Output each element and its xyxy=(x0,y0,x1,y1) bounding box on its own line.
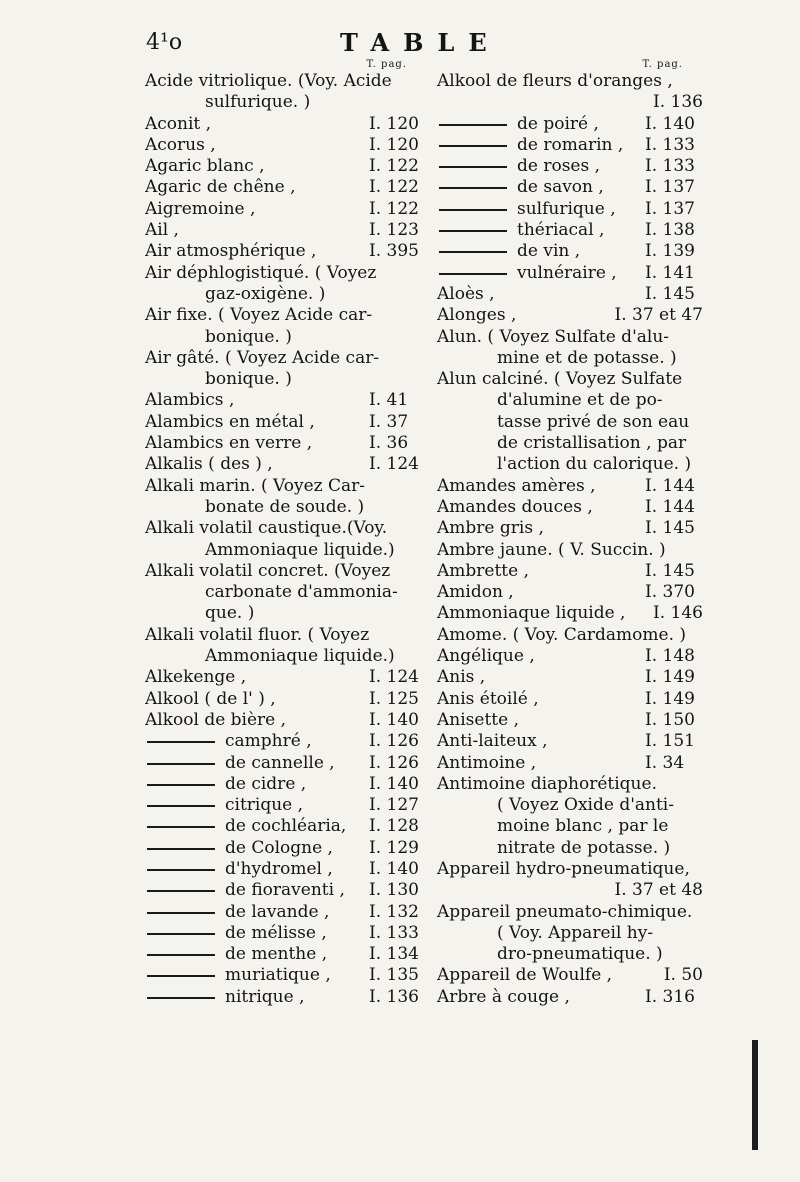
index-entry xyxy=(145,220,427,241)
entry-page-ref: I. 134 xyxy=(369,944,419,965)
entry-page-ref: I. 124 xyxy=(369,667,419,688)
index-entry xyxy=(145,625,427,668)
entry-page-ref: I. 149 xyxy=(645,667,695,688)
entry-page-ref: I. 137 xyxy=(645,177,695,198)
index-entry xyxy=(437,199,703,220)
ditto-dash xyxy=(147,805,215,807)
index-entry xyxy=(437,156,703,177)
running-title: TABLE xyxy=(340,28,501,57)
index-entry xyxy=(145,390,427,411)
entry-term: Ambre gris , xyxy=(437,518,544,539)
index-entry xyxy=(145,348,427,391)
entry-term: de savon , xyxy=(517,177,604,198)
index-entry xyxy=(437,603,703,624)
index-entry xyxy=(437,987,703,1008)
column-header: T. pag. xyxy=(366,59,407,70)
entry-page-ref: I. 50 xyxy=(663,965,703,986)
entry-continuation: bonique. ) xyxy=(205,326,292,347)
entry-page-ref: I. 140 xyxy=(645,113,695,134)
index-entry xyxy=(437,369,703,475)
page-number: 4¹o xyxy=(146,30,183,55)
ditto-dash xyxy=(147,869,215,871)
ditto-dash xyxy=(147,848,215,850)
index-entry xyxy=(437,902,703,966)
entry-term: Agaric de chêne , xyxy=(145,177,296,198)
entry-continuation: nitrate de potasse. ) xyxy=(497,837,671,858)
entry-term: Alkali volatil caustique.(Voy. xyxy=(145,518,388,539)
entry-term: citrique , xyxy=(225,795,304,816)
index-entry xyxy=(145,838,427,859)
entry-term: Ail , xyxy=(145,220,179,241)
entry-term: Arbre à couge , xyxy=(437,986,570,1007)
index-entry xyxy=(145,71,427,114)
entry-term: Appareil de Woulfe , xyxy=(437,965,613,986)
entry-term: Alkool de bière , xyxy=(145,709,287,730)
index-entry xyxy=(145,880,427,901)
index-list-left xyxy=(145,71,427,1008)
entry-term: Amandes douces , xyxy=(437,496,593,517)
entry-term: Ammoniaque liquide , xyxy=(437,603,626,624)
entry-term: Amidon , xyxy=(437,582,514,603)
entry-term: Air atmosphérique , xyxy=(145,241,317,262)
entry-page-ref: I. 316 xyxy=(645,986,695,1007)
entry-term: de romarin , xyxy=(517,134,624,155)
entry-page-ref: I. 135 xyxy=(369,965,419,986)
entry-page-ref: I. 148 xyxy=(645,646,695,667)
entry-continuation: I. 37 et 48 xyxy=(614,880,703,901)
entry-page-ref: I. 122 xyxy=(369,156,419,177)
ditto-dash xyxy=(439,230,507,232)
index-entry xyxy=(437,135,703,156)
ditto-dash xyxy=(147,997,215,999)
entry-page-ref: I. 370 xyxy=(645,582,695,603)
entry-term: Alkalis ( des ) , xyxy=(145,454,273,475)
entry-page-ref: I. 36 xyxy=(369,433,409,454)
entry-continuation: Ammoniaque liquide.) xyxy=(205,646,395,667)
entry-term: de cochléaria, xyxy=(225,816,347,837)
entry-page-ref: I. 146 xyxy=(653,603,703,624)
entry-term: d'hydromel , xyxy=(225,858,333,879)
entry-term: de Cologne , xyxy=(225,837,333,858)
ditto-dash xyxy=(147,784,215,786)
entry-continuation: bonate de soude. ) xyxy=(205,496,365,517)
entry-continuation: carbonate d'ammonia- xyxy=(205,582,398,603)
index-entry xyxy=(437,625,703,646)
index-entry xyxy=(437,582,703,603)
index-entry xyxy=(437,965,703,986)
entry-page-ref: I. 120 xyxy=(369,113,419,134)
entry-page-ref: I. 139 xyxy=(645,241,695,262)
entry-page-ref: I. 122 xyxy=(369,198,419,219)
entry-page-ref: I. 127 xyxy=(369,795,419,816)
index-entry xyxy=(437,859,703,902)
entry-term: Alun. ( Voyez Sulfate d'alu- xyxy=(437,326,670,347)
entry-page-ref: I. 144 xyxy=(645,496,695,517)
entry-term: Alkali marin. ( Voyez Car- xyxy=(145,475,366,496)
index-entry xyxy=(145,114,427,135)
ditto-dash xyxy=(439,251,507,253)
entry-term: de lavande , xyxy=(225,901,330,922)
entry-continuation: de cristallisation , par xyxy=(497,433,687,454)
entry-page-ref: I. 133 xyxy=(645,134,695,155)
entry-continuation: mine et de potasse. ) xyxy=(497,347,677,368)
ditto-dash xyxy=(439,209,507,211)
entry-term: Alkool de fleurs d'oranges , xyxy=(437,71,673,91)
entry-term: Angélique , xyxy=(437,646,535,667)
ditto-dash xyxy=(147,763,215,765)
index-entry xyxy=(145,454,427,475)
right-column xyxy=(437,58,703,1008)
index-entry xyxy=(145,433,427,454)
entry-term: vulnéraire , xyxy=(517,262,617,283)
index-entry xyxy=(437,114,703,135)
entry-term: Antimoine , xyxy=(437,752,537,773)
index-entry xyxy=(437,689,703,710)
entry-page-ref: I. 129 xyxy=(369,837,419,858)
entry-term: de vin , xyxy=(517,241,581,262)
entry-continuation: gaz-oxigène. ) xyxy=(205,283,326,304)
entry-page-ref: I. 395 xyxy=(369,241,419,262)
entry-continuation: ( Voyez Oxide d'anti- xyxy=(497,795,674,816)
entry-page-ref: I. 137 xyxy=(645,198,695,219)
entry-term: sulfurique , xyxy=(517,198,616,219)
entry-page-ref: I. 37 et 47 xyxy=(614,305,703,326)
entry-continuation: moine blanc , par le xyxy=(497,816,669,837)
index-entry xyxy=(145,135,427,156)
entry-continuation: ( Voy. Appareil hy- xyxy=(497,922,654,943)
index-entry xyxy=(145,518,427,561)
entry-page-ref: I. 125 xyxy=(369,688,419,709)
index-entry xyxy=(145,923,427,944)
entry-page-ref: I. 120 xyxy=(369,134,419,155)
entry-continuation: l'action du calorique. ) xyxy=(497,454,692,475)
ditto-dash xyxy=(439,166,507,168)
entry-term: Alun calciné. ( Voyez Sulfate xyxy=(437,369,683,390)
entry-term: Air déphlogistiqué. ( Voyez xyxy=(145,262,377,283)
index-entry xyxy=(145,561,427,625)
ditto-dash xyxy=(147,975,215,977)
entry-page-ref: I. 150 xyxy=(645,709,695,730)
entry-term: Air gâté. ( Voyez Acide car- xyxy=(145,347,380,368)
index-entry xyxy=(145,859,427,880)
entry-page-ref: I. 123 xyxy=(369,220,419,241)
index-entry xyxy=(145,412,427,433)
index-entry xyxy=(437,561,703,582)
index-entry xyxy=(437,497,703,518)
index-entry xyxy=(145,753,427,774)
index-entry xyxy=(437,646,703,667)
index-entry xyxy=(437,753,703,774)
entry-page-ref: I. 151 xyxy=(645,731,695,752)
entry-term: Amandes amères , xyxy=(437,475,596,496)
index-entry xyxy=(437,518,703,539)
ditto-dash xyxy=(439,187,507,189)
entry-page-ref: I. 145 xyxy=(645,518,695,539)
index-entry xyxy=(437,327,703,370)
entry-term: Acorus , xyxy=(145,134,216,155)
index-entry xyxy=(145,731,427,752)
ditto-dash xyxy=(439,273,507,275)
entry-term: Anis étoilé , xyxy=(437,688,539,709)
entry-term: Anis , xyxy=(437,667,486,688)
entry-term: Alkool ( de l' ) , xyxy=(145,688,276,709)
entry-term: thériacal , xyxy=(517,220,605,241)
page-edge-mark xyxy=(752,1040,758,1150)
entry-term: Acide vitriolique. (Voy. Acide xyxy=(145,71,392,91)
ditto-dash xyxy=(439,124,507,126)
index-entry xyxy=(145,816,427,837)
entry-term: Aigremoine , xyxy=(145,198,256,219)
entry-page-ref: I. 144 xyxy=(645,475,695,496)
index-entry xyxy=(145,987,427,1008)
column-header: T. pag. xyxy=(642,59,683,70)
index-entry xyxy=(437,667,703,688)
entry-page-ref: I. 41 xyxy=(369,390,409,411)
entry-continuation: I. 136 xyxy=(653,92,703,113)
entry-term: nitrique , xyxy=(225,986,305,1007)
index-entry xyxy=(145,710,427,731)
entry-page-ref: I. 145 xyxy=(645,560,695,581)
entry-page-ref: I. 124 xyxy=(369,454,419,475)
ditto-dash xyxy=(147,954,215,956)
entry-page-ref: I. 133 xyxy=(645,156,695,177)
index-entry xyxy=(437,731,703,752)
ditto-dash xyxy=(147,912,215,914)
index-list-right xyxy=(437,71,703,1008)
index-entry xyxy=(145,689,427,710)
entry-term: Amome. ( Voy. Cardamome. ) xyxy=(437,624,687,645)
entry-term: de fioraventi , xyxy=(225,880,345,901)
entry-page-ref: I. 140 xyxy=(369,773,419,794)
index-entry xyxy=(437,263,703,284)
entry-term: Air fixe. ( Voyez Acide car- xyxy=(145,305,373,326)
entry-continuation: tasse privé de son eau xyxy=(497,411,690,432)
entry-continuation: que. ) xyxy=(205,603,255,624)
entry-page-ref: I. 122 xyxy=(369,177,419,198)
ditto-dash xyxy=(147,890,215,892)
entry-continuation: d'alumine et de po- xyxy=(497,390,663,411)
index-entry xyxy=(437,710,703,731)
entry-page-ref: I. 141 xyxy=(645,262,695,283)
entry-page-ref: I. 128 xyxy=(369,816,419,837)
entry-term: Aconit , xyxy=(145,113,212,134)
entry-term: Appareil hydro-pneumatique, xyxy=(437,858,690,879)
index-entry xyxy=(437,540,703,561)
index-entry xyxy=(145,667,427,688)
entry-term: Aloès , xyxy=(437,283,495,304)
entry-term: Appareil pneumato-chimique. xyxy=(437,901,693,922)
index-entry xyxy=(145,305,427,348)
ditto-dash xyxy=(147,741,215,743)
index-entry xyxy=(145,156,427,177)
entry-term: Alkali volatil fluor. ( Voyez xyxy=(145,624,370,645)
entry-continuation: Ammoniaque liquide.) xyxy=(205,539,395,560)
index-entry xyxy=(437,177,703,198)
entry-page-ref: I. 136 xyxy=(369,986,419,1007)
index-entry xyxy=(145,902,427,923)
ditto-dash xyxy=(147,933,215,935)
entry-page-ref: I. 37 xyxy=(369,411,409,432)
entry-term: camphré , xyxy=(225,731,312,752)
entry-term: Agaric blanc , xyxy=(145,156,265,177)
entry-term: Ambrette , xyxy=(437,560,529,581)
entry-term: Ambre jaune. ( V. Succin. ) xyxy=(437,539,666,560)
entry-term: de mélisse , xyxy=(225,922,327,943)
index-entry xyxy=(437,220,703,241)
ditto-dash xyxy=(439,145,507,147)
entry-page-ref: I. 133 xyxy=(369,922,419,943)
index-entry xyxy=(145,774,427,795)
index-entry xyxy=(437,305,703,326)
entry-term: Antimoine diaphorétique. xyxy=(437,773,657,794)
entry-term: Anisette , xyxy=(437,709,519,730)
index-entry xyxy=(145,944,427,965)
entry-page-ref: I. 140 xyxy=(369,858,419,879)
entry-term: muriatique , xyxy=(225,965,331,986)
entry-term: Alambics , xyxy=(145,390,235,411)
index-entry xyxy=(437,476,703,497)
entry-page-ref: I. 140 xyxy=(369,709,419,730)
entry-term: de cidre , xyxy=(225,773,307,794)
entry-page-ref: I. 34 xyxy=(645,752,685,773)
entry-term: Alkekenge , xyxy=(145,667,247,688)
entry-page-ref: I. 130 xyxy=(369,880,419,901)
ditto-dash xyxy=(147,826,215,828)
entry-term: de cannelle , xyxy=(225,752,335,773)
entry-term: de menthe , xyxy=(225,944,328,965)
entry-page-ref: I. 126 xyxy=(369,731,419,752)
entry-continuation: bonique. ) xyxy=(205,369,292,390)
index-entry xyxy=(437,71,703,114)
index-entry xyxy=(145,795,427,816)
index-entry xyxy=(437,284,703,305)
index-entry xyxy=(145,177,427,198)
index-entry xyxy=(145,476,427,519)
entry-term: de roses , xyxy=(517,156,601,177)
entry-term: de poiré , xyxy=(517,113,599,134)
entry-term: Alonges , xyxy=(437,305,517,326)
index-entry xyxy=(145,241,427,262)
index-entry xyxy=(437,241,703,262)
index-entry xyxy=(145,263,427,306)
entry-page-ref: I. 132 xyxy=(369,901,419,922)
entry-continuation: dro-pneumatique. ) xyxy=(497,944,663,965)
index-entry xyxy=(437,774,703,859)
entry-continuation: sulfurique. ) xyxy=(205,92,311,113)
index-entry xyxy=(145,199,427,220)
entry-page-ref: I. 145 xyxy=(645,283,695,304)
entry-term: Anti-laiteux , xyxy=(437,731,548,752)
entry-term: Alkali volatil concret. (Voyez xyxy=(145,560,391,581)
index-entry xyxy=(145,965,427,986)
entry-term: Alambics en verre , xyxy=(145,433,313,454)
entry-page-ref: I. 138 xyxy=(645,220,695,241)
left-column xyxy=(145,58,427,1008)
entry-page-ref: I. 126 xyxy=(369,752,419,773)
entry-page-ref: I. 149 xyxy=(645,688,695,709)
entry-term: Alambics en métal , xyxy=(145,411,315,432)
